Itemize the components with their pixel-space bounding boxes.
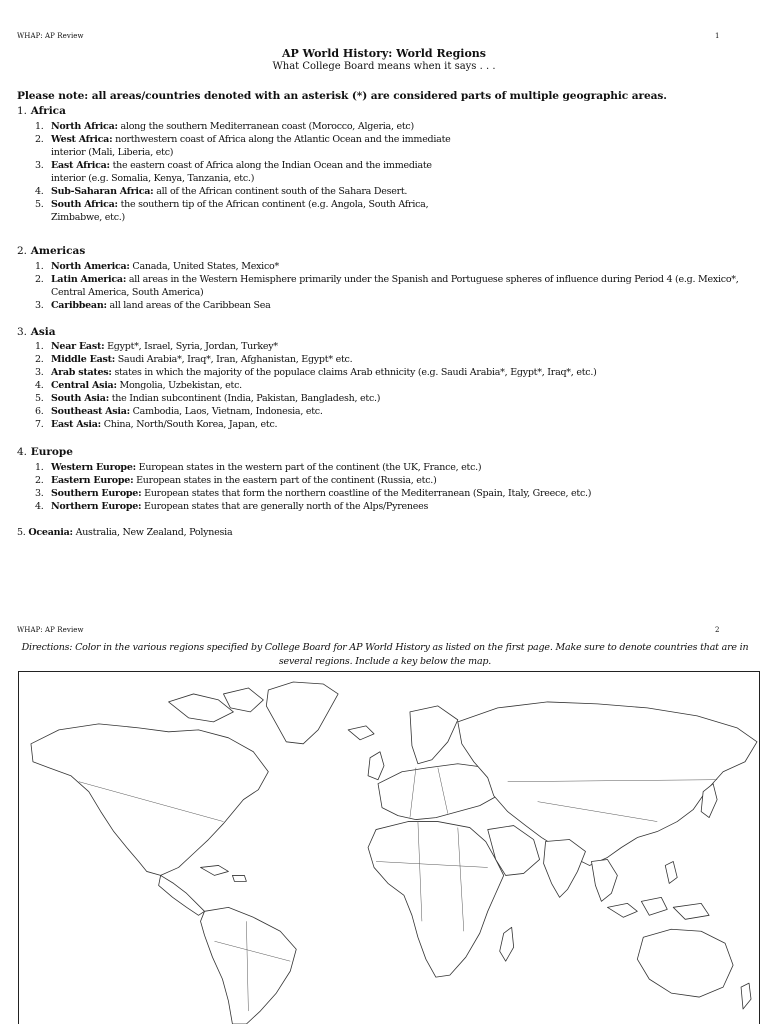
item-number: 1. bbox=[35, 121, 44, 132]
item-description: the eastern coast of Africa along the Indian Ocean and the immediate interior (e.g. Somalia, Kenya, Tanzania, etc.) bbox=[51, 160, 432, 184]
landmass-indonesia bbox=[607, 903, 637, 917]
item-description: Egypt*, Israel, Syria, Jordan, Turkey* bbox=[104, 341, 278, 352]
item-description: the Indian subcontinent (India, Pakistan, Bangladesh, etc.) bbox=[108, 393, 381, 404]
list-item bbox=[35, 366, 740, 379]
landmass-africa bbox=[368, 822, 504, 978]
landmass-arctic-islands bbox=[169, 694, 234, 722]
list-item bbox=[35, 487, 740, 500]
item-number: 6. bbox=[35, 406, 44, 417]
list-item bbox=[35, 500, 740, 513]
page-title: AP World History: World Regions bbox=[281, 47, 486, 60]
section-name: Africa bbox=[30, 105, 66, 117]
landmass-scandinavia bbox=[410, 706, 458, 764]
list-item bbox=[35, 299, 740, 312]
list-item bbox=[35, 474, 740, 487]
section-number: 4. bbox=[17, 446, 28, 458]
item-number: 4. bbox=[35, 186, 44, 197]
item-description: European states that form the northern coastline of the Mediterranean (Spain, Italy, Greece, etc.) bbox=[141, 488, 592, 499]
item-description: European states in the eastern part of the continent (Russia, etc.) bbox=[133, 475, 437, 486]
list-item bbox=[35, 159, 455, 185]
item-term: Sub-Saharan Africa: bbox=[51, 186, 154, 197]
landmass-new-zealand bbox=[741, 983, 751, 1009]
list-item bbox=[35, 418, 740, 431]
item-number: 4. bbox=[35, 501, 44, 512]
list-item bbox=[35, 353, 740, 366]
item-term: Southern Europe: bbox=[51, 488, 142, 499]
item-number: 2. bbox=[35, 134, 44, 145]
item-description: along the southern Mediterranean coast (Morocco, Algeria, etc) bbox=[117, 121, 414, 132]
item-term: Near East: bbox=[51, 341, 105, 352]
section-heading-americas bbox=[17, 245, 85, 257]
item-number: 5. bbox=[35, 199, 44, 210]
list-item bbox=[35, 185, 455, 198]
list-item bbox=[35, 260, 740, 273]
item-term: Caribbean: bbox=[51, 300, 107, 311]
world-outline-map bbox=[18, 671, 760, 1024]
item-term: Eastern Europe: bbox=[51, 475, 134, 486]
landmass-caribbean bbox=[232, 875, 246, 881]
section-number: 2. bbox=[17, 245, 28, 257]
section-name: Asia bbox=[30, 326, 56, 338]
oceania-line bbox=[17, 527, 232, 538]
landmass-caribbean bbox=[201, 865, 229, 875]
item-number: 3. bbox=[35, 300, 44, 311]
item-number: 7. bbox=[35, 419, 44, 430]
item-term: Western Europe: bbox=[51, 462, 136, 473]
item-description: all of the African continent south of the Sahara Desert. bbox=[153, 186, 408, 197]
section-heading-africa bbox=[17, 105, 66, 117]
page-subtitle: What College Board means when it says . . . bbox=[272, 61, 496, 72]
landmass-southeast-asia bbox=[591, 859, 617, 901]
item-description: Mongolia, Uzbekistan, etc. bbox=[116, 380, 242, 391]
list-item bbox=[35, 392, 740, 405]
item-term: Arab states: bbox=[51, 367, 112, 378]
list-item bbox=[35, 405, 740, 418]
section-name: Europe bbox=[30, 446, 73, 458]
item-description: all land areas of the Caribbean Sea bbox=[106, 300, 271, 311]
page-header-left: WHAP: AP Review bbox=[17, 32, 84, 40]
item-term: Latin America: bbox=[51, 274, 127, 285]
item-number: 4. bbox=[35, 380, 44, 391]
americas-list bbox=[35, 260, 740, 312]
landmass-greenland bbox=[266, 682, 338, 744]
item-term: East Asia: bbox=[51, 419, 101, 430]
item-term: North Africa: bbox=[51, 121, 118, 132]
item-description: all areas in the Western Hemisphere primarily under the Spanish and Portuguese spheres of influence during Period 4 (e.g. Mexico*, Central America, South America) bbox=[51, 274, 739, 298]
list-item bbox=[35, 461, 740, 474]
item-description: Australia, New Zealand, Polynesia bbox=[72, 527, 233, 538]
item-description: the southern tip of the African continent (e.g. Angola, South Africa, Zimbabwe, etc.) bbox=[51, 199, 429, 223]
item-term: South Asia: bbox=[51, 393, 109, 404]
item-description: China, North/South Korea, Japan, etc. bbox=[100, 419, 278, 430]
item-term: Middle East: bbox=[51, 354, 116, 365]
item-term: Northern Europe: bbox=[51, 501, 142, 512]
page-header-left: WHAP: AP Review bbox=[17, 626, 84, 634]
item-term: West Africa: bbox=[51, 134, 113, 145]
item-term: Central Asia: bbox=[51, 380, 117, 391]
item-number: 1. bbox=[35, 341, 44, 352]
item-number: 5. bbox=[35, 393, 44, 404]
item-term: Oceania: bbox=[28, 527, 73, 538]
item-description: Saudi Arabia*, Iraq*, Iran, Afghanistan, Egypt* etc. bbox=[115, 354, 353, 365]
item-term: Southeast Asia: bbox=[51, 406, 130, 417]
landmass-indonesia bbox=[641, 897, 667, 915]
item-term: North America: bbox=[51, 261, 130, 272]
landmass-indian-subcontinent bbox=[544, 840, 586, 898]
section-heading-asia bbox=[17, 326, 56, 338]
item-number: 1. bbox=[35, 462, 44, 473]
list-item bbox=[35, 120, 455, 133]
item-description: European states that are generally north of the Alps/Pyrenees bbox=[141, 501, 429, 512]
landmass-philippines bbox=[665, 861, 677, 883]
landmass-iceland bbox=[348, 726, 374, 740]
item-number: 2. bbox=[35, 274, 44, 285]
item-number: 3. bbox=[35, 367, 44, 378]
map-directions: Directions: Color in the various regions specified by College Board for AP World History as listed on the first page. Make sure to denote countries that are in several regions. Include a key below the map. bbox=[21, 642, 749, 667]
list-item bbox=[35, 340, 740, 353]
section-number: 1. bbox=[17, 105, 28, 117]
asia-list bbox=[35, 340, 740, 431]
landmass-madagascar bbox=[500, 927, 514, 961]
landmass-indonesia bbox=[673, 903, 709, 919]
world-map-svg bbox=[19, 672, 759, 1024]
page-number: 1 bbox=[715, 32, 720, 40]
page-number: 2 bbox=[715, 626, 720, 634]
section-number: 3. bbox=[17, 326, 28, 338]
item-description: Cambodia, Laos, Vietnam, Indonesia, etc. bbox=[129, 406, 323, 417]
item-number: 3. bbox=[35, 488, 44, 499]
asterisk-note: Please note: all areas/countries denoted with an asterisk (*) are considered parts of multiple geographic areas. bbox=[17, 90, 667, 102]
landmass-british-isles bbox=[368, 752, 384, 780]
landmass-north-america bbox=[31, 724, 268, 876]
list-item bbox=[35, 133, 455, 159]
africa-list bbox=[35, 120, 455, 224]
list-item bbox=[35, 379, 740, 392]
item-number: 2. bbox=[35, 475, 44, 486]
section-number: 5. bbox=[17, 527, 26, 538]
item-number: 1. bbox=[35, 261, 44, 272]
item-number: 2. bbox=[35, 354, 44, 365]
item-description: states in which the majority of the populace claims Arab ethnicity (e.g. Saudi Arabia*, Egypt*, Iraq*, etc.) bbox=[111, 367, 597, 378]
landmass-australia bbox=[637, 929, 733, 997]
landmass-central-america bbox=[159, 875, 205, 915]
item-description: northwestern coast of Africa along the Atlantic Ocean and the immediate interior (Mali, Liberia, etc) bbox=[51, 134, 451, 158]
list-item bbox=[35, 198, 455, 224]
item-description: European states in the western part of the continent (the UK, France, etc.) bbox=[135, 462, 482, 473]
list-item bbox=[35, 273, 740, 299]
item-description: Canada, United States, Mexico* bbox=[129, 261, 280, 272]
section-name: Americas bbox=[30, 245, 86, 257]
item-number: 3. bbox=[35, 160, 44, 171]
europe-list bbox=[35, 461, 740, 513]
item-term: East Africa: bbox=[51, 160, 110, 171]
section-heading-europe bbox=[17, 446, 73, 458]
item-term: South Africa: bbox=[51, 199, 118, 210]
